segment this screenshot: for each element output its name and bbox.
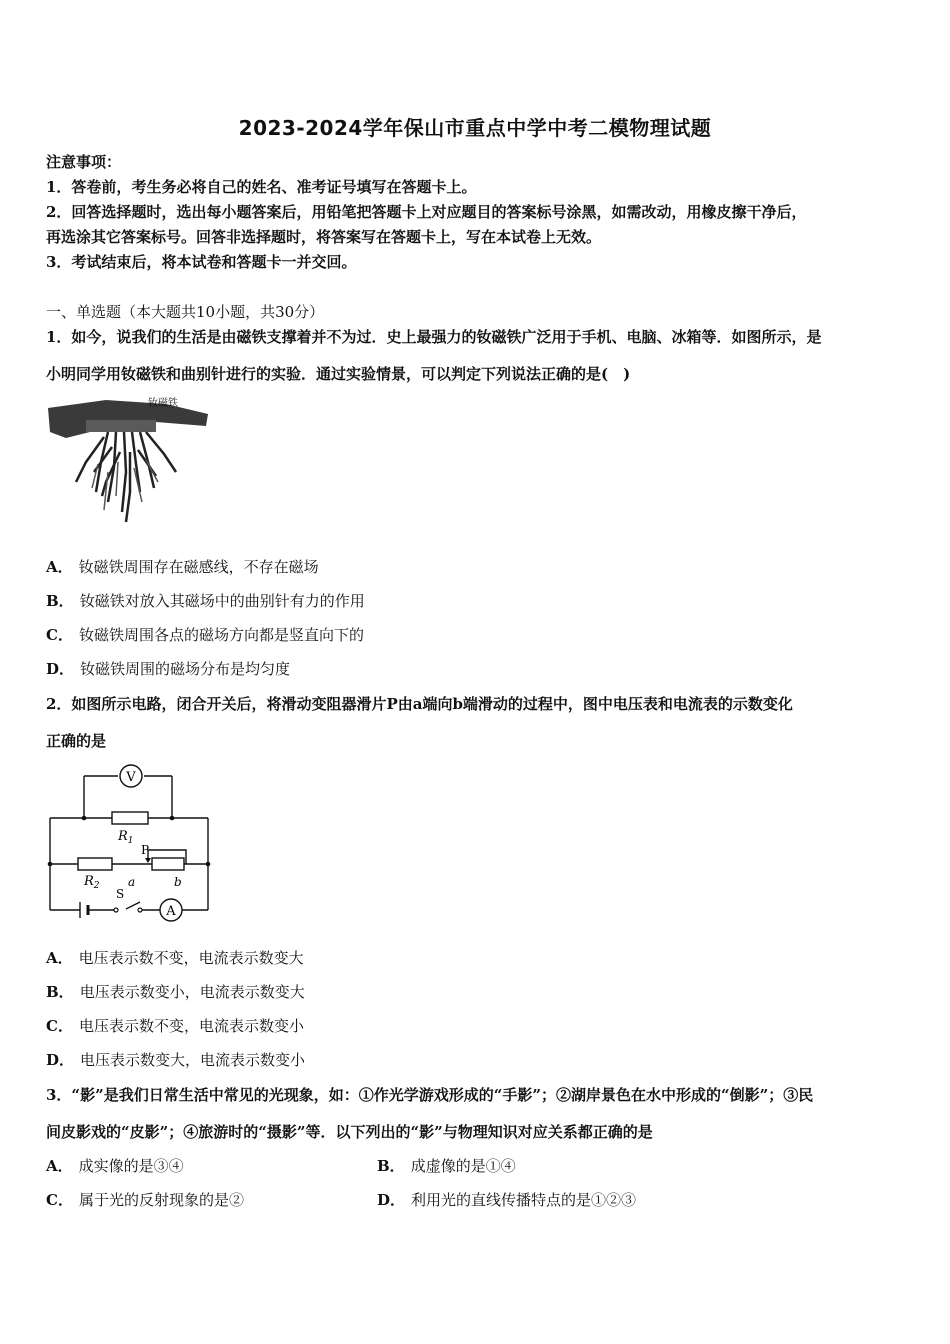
q2-option-b[interactable]: B． 电压表示数变小，电流表示数变大 xyxy=(46,983,305,1001)
magnet-figure xyxy=(46,392,216,534)
slider-p-label: P xyxy=(141,843,150,857)
q1-option-b[interactable]: B． 钕磁铁对放入其磁场中的曲别针有力的作用 xyxy=(46,592,365,610)
end-b-label: b xyxy=(174,875,182,889)
notice-item-1: 1．答卷前，考生务必将自己的姓名、准考证号填写在答题卡上。 xyxy=(46,178,477,196)
resistor-r2 xyxy=(78,858,112,870)
circuit-diagram xyxy=(44,760,216,924)
r2-label: $R_2$ xyxy=(84,874,100,891)
notice-heading: 注意事项： xyxy=(46,153,122,171)
q2-option-a[interactable]: A． 电压表示数不变，电流表示数变大 xyxy=(46,949,304,967)
q3-option-a[interactable]: A． 成实像的是③④ xyxy=(46,1157,184,1175)
rheostat xyxy=(152,858,184,870)
voltmeter-label: V xyxy=(126,770,136,785)
end-a-label: a xyxy=(128,875,136,889)
q3-option-b[interactable]: B． 成虚像的是①④ xyxy=(377,1157,516,1175)
resistor-r1 xyxy=(112,812,148,824)
magnet-label: 钕磁铁 xyxy=(148,398,178,409)
notice-item-3: 3．考试结束后，将本试卷和答题卡一并交回。 xyxy=(46,253,357,271)
notice-item-2: 2．回答选择题时，选出每小题答案后，用铅笔把答题卡上对应题目的答案标号涂黑，如需改动，用橡皮擦干净后， xyxy=(46,203,807,221)
q2-stem-line1: 2．如图所示电路，闭合开关后，将滑动变阻器滑片P由a端向b端滑动的过程中，图中电压表和电流表的示数变化 xyxy=(46,695,793,713)
switch-s-label: S xyxy=(116,887,125,901)
q3-option-c[interactable]: C． 属于光的反射现象的是② xyxy=(46,1191,244,1209)
q1-option-a[interactable]: A． 钕磁铁周围存在磁感线，不存在磁场 xyxy=(46,558,319,576)
switch xyxy=(114,908,118,912)
section-heading: 一、单选题（本大题共10小题，共30分） xyxy=(46,303,325,321)
r1-label: $R_1$ xyxy=(118,829,134,846)
q2-option-c[interactable]: C． 电压表示数不变，电流表示数变小 xyxy=(46,1017,304,1035)
q1-option-d[interactable]: D． 钕磁铁周围的磁场分布是均匀度 xyxy=(46,660,291,678)
q3-option-d[interactable]: D． 利用光的直线传播特点的是①②③ xyxy=(377,1191,637,1209)
q2-option-d[interactable]: D． 电压表示数变大，电流表示数变小 xyxy=(46,1051,306,1069)
q3-stem-line1: 3．“影”是我们日常生活中常见的光现象，如：①作光学游戏形成的“手影”；②湖岸景色在水中形成的“倒影”；③民 xyxy=(46,1086,814,1104)
q1-stem-line1: 1．如今，说我们的生活是由磁铁支撑着并不为过．史上最强力的钕磁铁广泛用于手机、电脑、冰箱等．如图所示，是 xyxy=(46,328,822,346)
q1-option-c[interactable]: C． 钕磁铁周围各点的磁场方向都是竖直向下的 xyxy=(46,626,364,644)
q1-stem-line2: 小明同学用钕磁铁和曲别针进行的实验．通过实验情景，可以判定下列说法正确的是( ) xyxy=(46,365,631,383)
q2-stem-line2: 正确的是 xyxy=(46,732,107,750)
page-title: 2023-2024学年保山市重点中学中考二模物理试题 xyxy=(238,116,712,140)
magnet-illustration xyxy=(46,392,216,534)
notice-item-2-cont: 再选涂其它答案标号。回答非选择题时，将答案写在答题卡上，写在本试卷上无效。 xyxy=(46,228,602,246)
ammeter-label: A xyxy=(166,904,176,919)
q3-stem-line2: 间皮影戏的“皮影”；④旅游时的“摄影”等．以下列出的“影”与物理知识对应关系都正确的是 xyxy=(46,1123,653,1141)
